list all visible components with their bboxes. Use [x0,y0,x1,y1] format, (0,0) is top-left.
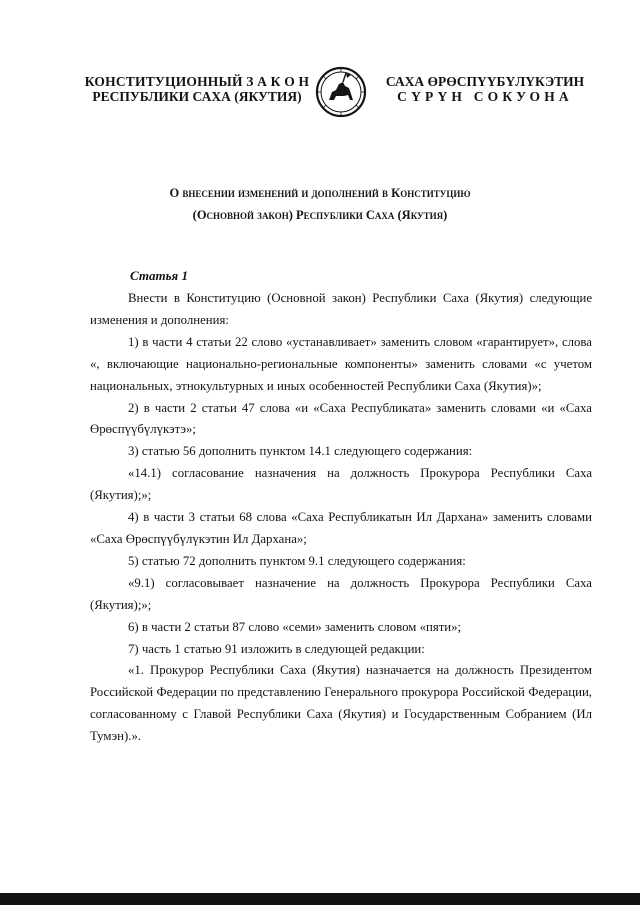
title-line2: (Основной закон) Республики Саха (Якутия) [192,208,448,222]
paragraph: «9.1) согласовывает назначение на должность Прокурора Республики Саха (Якутия);»; [90,575,592,612]
paragraph: 5) статью 72 дополнить пунктом 9.1 следующего содержания: [128,553,466,568]
paragraph: «14.1) согласование назначения на должность Прокурора Республики Саха (Якутия);»; [90,466,592,503]
header-right-title [380,74,590,104]
header-right-line2: СҮРҮН СОКУОНА [397,89,573,104]
header-left-line1: КОНСТИТУЦИОННЫЙ З А К О Н [84,74,310,89]
paragraph: 4) в части 3 статьи 68 слова «Саха Республикатын Ил Дархана» заменить словами «Саха Өрөспүүбүлүкэтин Ил Дархана»; [90,510,592,546]
scan-bottom-edge [0,893,640,905]
paragraph: 7) часть 1 статью 91 изложить в следующей редакции: [128,641,425,656]
document-header [0,66,640,118]
document-title [60,182,580,226]
coat-of-arms-icon [313,66,369,118]
paragraph: 2) в части 2 статьи 47 слова «и «Саха Республиката» заменить словами «и «Саха Өрөспүүбүлүкэтэ»; [90,400,592,437]
paragraph: 1) в части 4 статьи 22 слово «устанавливает» заменить словом «гарантирует», слова «, включающие национально-региональные компоненты» заменить словами «с учетом национальных, этнокультурных и иных особенностей Республики Саха (Якутия)»; [90,334,592,393]
article-body [90,288,592,748]
title-line1: О внесении изменений и дополнений в Конституцию [169,186,471,200]
article-heading: Статья 1 [130,268,188,283]
header-left-title [84,74,310,104]
paragraph: 3) статью 56 дополнить пунктом 14.1 следующего содержания: [128,444,473,459]
paragraph: Внести в Конституцию (Основной закон) Республики Саха (Якутия) следующие изменения и дополнения: [90,291,592,327]
header-right-line1: САХА ӨРӨСПҮҮБҮЛҮКЭТИН [385,74,585,89]
header-left-line2: РЕСПУБЛИКИ САХА (ЯКУТИЯ) [92,89,302,104]
paragraph: «1. Прокурор Республики Саха (Якутия) назначается на должность Президентом Российской Федерации по представлению Генерального прокурора Российской Федерации, согласованному с Главой Республики Саха (Якутия) и Государственным Собранием (Ил Тумэн).». [90,663,592,744]
paragraph: 6) в части 2 статьи 87 слово «семи» заменить словом «пяти»; [128,619,462,634]
